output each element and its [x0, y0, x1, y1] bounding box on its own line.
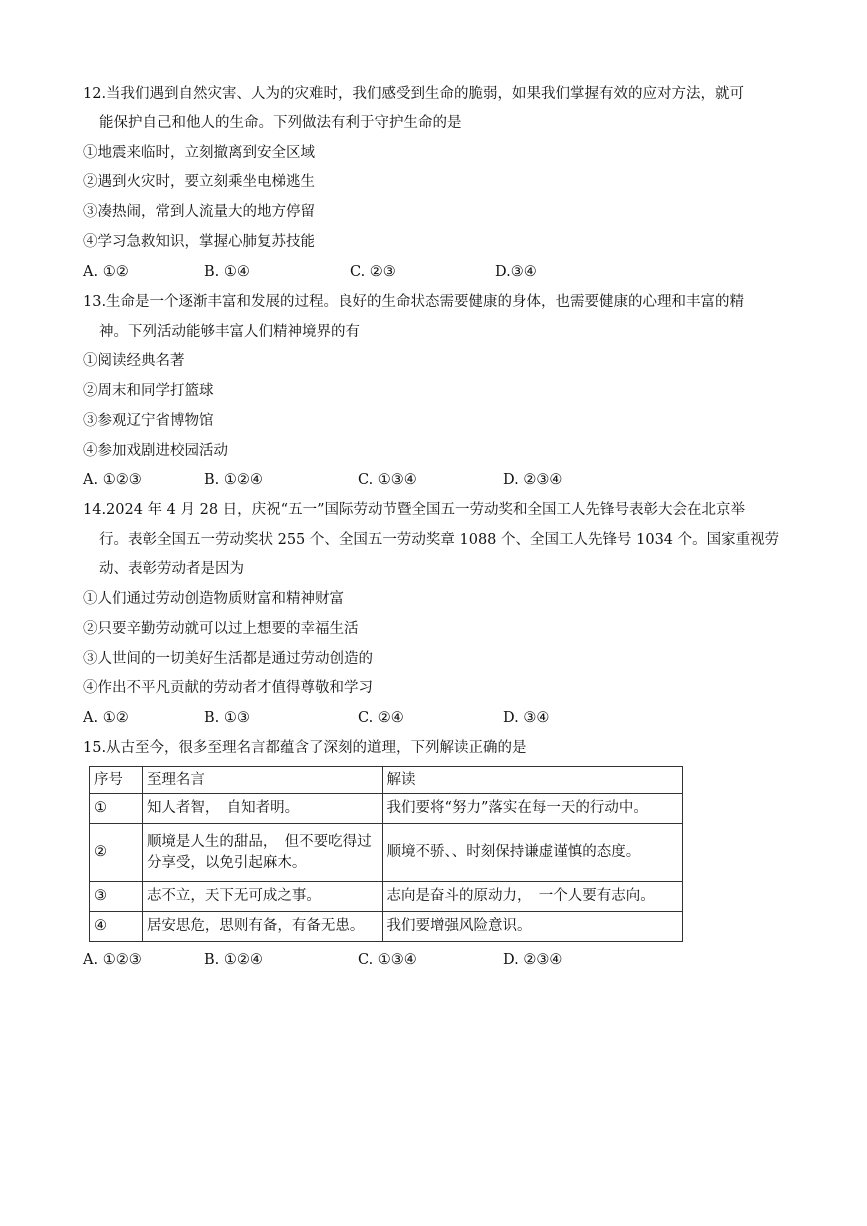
q13-item-1: ①阅读经典名著	[83, 353, 185, 369]
table-row	[90, 912, 683, 942]
q15-option-d[interactable]: D. ②③④	[503, 952, 563, 968]
q13-stem-line2: 神。下列活动能够丰富人们精神境界的有	[99, 324, 360, 340]
quotes-table	[89, 766, 683, 942]
q14-item-1: ①人们通过劳动创造物质财富和精神财富	[83, 591, 344, 607]
q15-option-c[interactable]: C. ①③④	[358, 952, 417, 968]
q15-stem-line1: 15.从古至今，很多至理名言都蕴含了深刻的道理，下列解读正确的是	[83, 740, 527, 756]
header-quote: 至理名言	[142, 767, 382, 794]
q13-item-2: ②周末和同学打篮球	[83, 383, 214, 399]
q12-item-4: ④学习急救知识，掌握心肺复苏技能	[83, 234, 315, 250]
q12-option-a[interactable]: A. ①②	[83, 264, 129, 280]
q13-option-b[interactable]: B. ①②④	[204, 472, 263, 488]
q12-item-2: ②遇到火灾时，要立刻乘坐电梯逃生	[83, 174, 315, 190]
q14-item-4: ④作出不平凡贡献的劳动者才值得尊敬和学习	[83, 680, 373, 696]
row-interpretation: 志向是奋斗的原动力， 一个人要有志向。	[382, 882, 682, 912]
row-interpretation: 顺境不骄、、时刻保持谦虚谨慎的态度。	[382, 824, 682, 882]
q14-stem-line3: 动、表彰劳动者是因为	[99, 561, 244, 577]
row-quote: 居安思危，思则有备，有备无患。	[142, 912, 382, 942]
header-interpretation: 解读	[382, 767, 682, 794]
row-interpretation: 我们要增强风险意识。	[382, 912, 682, 942]
q12-item-1: ①地震来临时，立刻撤离到安全区域	[83, 145, 315, 161]
q12-option-b[interactable]: B. ①④	[204, 264, 250, 280]
q15-option-a[interactable]: A. ①②③	[83, 952, 142, 968]
q12-option-d[interactable]: D.③④	[495, 264, 537, 280]
q13-option-c[interactable]: C. ①③④	[358, 472, 417, 488]
row-quote: 顺境是人生的甜品， 但不要吃得过分享受，以免引起麻木。	[142, 824, 382, 882]
q14-item-2: ②只要辛勤劳动就可以过上想要的幸福生活	[83, 621, 359, 637]
q14-option-b[interactable]: B. ①③	[204, 710, 250, 726]
q14-stem-line1: 14.2024 年 4 月 28 日，庆祝“五一”国际劳动节暨全国五一劳动奖和全国工人先锋号表彰大会在北京举	[83, 502, 746, 518]
q13-stem-line1: 13.生命是一个逐渐丰富和发展的过程。良好的生命状态需要健康的身体，也需要健康的心理和丰富的精	[83, 294, 745, 310]
table-row	[90, 882, 683, 912]
table-row	[90, 794, 683, 824]
q13-item-4: ④参加戏剧进校园活动	[83, 443, 228, 459]
row-number: ②	[90, 824, 143, 882]
q14-item-3: ③人世间的一切美好生活都是通过劳动创造的	[83, 651, 373, 667]
q14-option-c[interactable]: C. ②④	[358, 710, 404, 726]
q13-option-d[interactable]: D. ②③④	[503, 472, 563, 488]
header-number: 序号	[90, 767, 143, 794]
q13-item-3: ③参观辽宁省博物馆	[83, 413, 214, 429]
q14-stem-line2: 行。表彰全国五一劳动奖状 255 个、全国五一劳动奖章 1088 个、全国工人先锋号 1034 个。国家重视劳	[99, 532, 780, 548]
row-interpretation: 我们要将“努力”落实在每一天的行动中。	[382, 794, 682, 824]
q12-item-3: ③凑热闹，常到人流量大的地方停留	[83, 204, 315, 220]
row-number: ①	[90, 794, 143, 824]
row-quote: 志不立，天下无可成之事。	[142, 882, 382, 912]
q12-stem-line2: 能保护自己和他人的生命。下列做法有利于守护生命的是	[99, 115, 462, 131]
q14-option-a[interactable]: A. ①②	[83, 710, 129, 726]
row-quote: 知人者智， 自知者明。	[142, 794, 382, 824]
table-header-row	[90, 767, 683, 794]
q12-stem-line1: 12.当我们遇到自然灾害、人为的灾难时，我们感受到生命的脆弱，如果我们掌握有效的应对方法，就可	[83, 86, 745, 102]
q14-option-d[interactable]: D. ③④	[503, 710, 550, 726]
q12-option-c[interactable]: C. ②③	[350, 264, 396, 280]
table-row	[90, 824, 683, 882]
row-number: ③	[90, 882, 143, 912]
q15-option-b[interactable]: B. ①②④	[204, 952, 263, 968]
q13-option-a[interactable]: A. ①②③	[83, 472, 142, 488]
row-number: ④	[90, 912, 143, 942]
